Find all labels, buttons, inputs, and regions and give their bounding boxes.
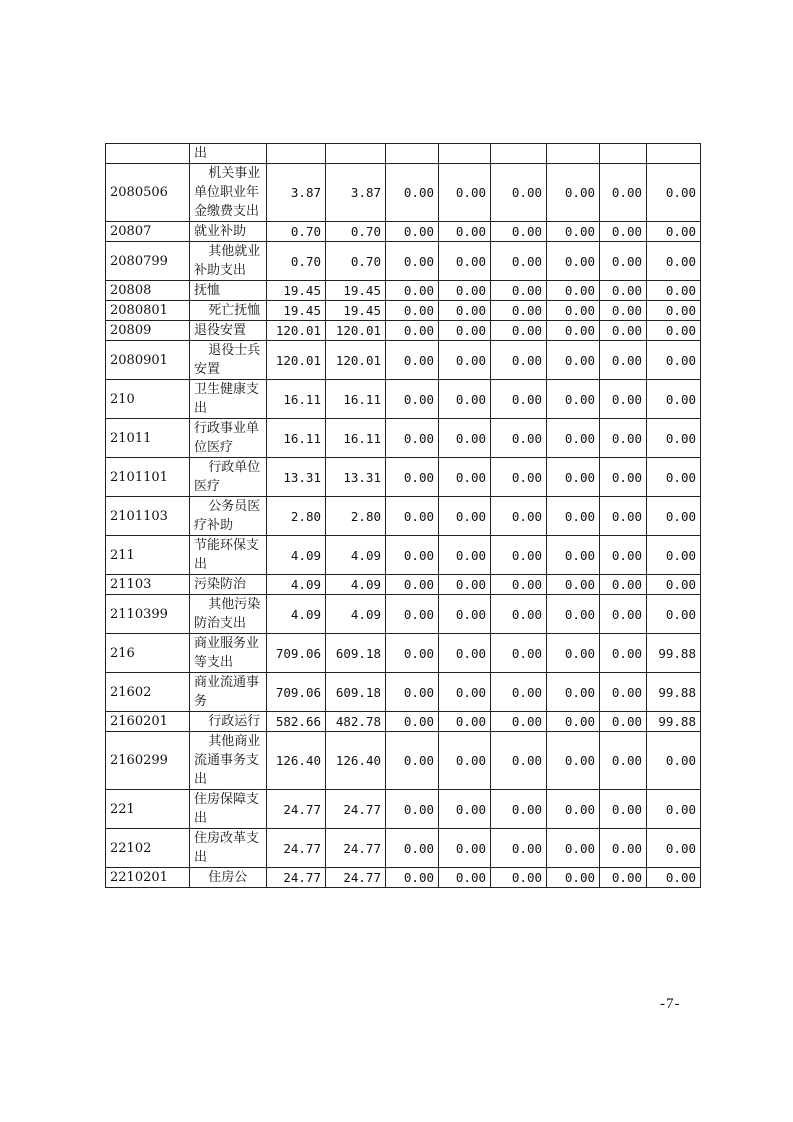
amount-cell: 0.00 <box>491 790 547 829</box>
table-row <box>106 458 701 497</box>
subject-code-cell: 211 <box>106 536 190 575</box>
amount-cell: 0.00 <box>647 536 701 575</box>
subject-code-cell: 21602 <box>106 673 190 712</box>
table-row <box>106 222 701 242</box>
amount-cell: 0.00 <box>386 673 439 712</box>
subject-name-cell: 其他污染防治支出 <box>190 595 267 634</box>
amount-cell: 0.00 <box>386 281 439 301</box>
table-row <box>106 380 701 419</box>
subject-name-cell: 其他商业流通事务支出 <box>190 732 267 790</box>
amount-cell: 19.45 <box>267 301 326 321</box>
amount-cell: 0.00 <box>647 868 701 888</box>
table-row <box>106 732 701 790</box>
amount-cell: 0.00 <box>386 829 439 868</box>
amount-cell: 24.77 <box>267 829 326 868</box>
amount-cell: 0.00 <box>491 497 547 536</box>
amount-cell: 0.00 <box>439 497 491 536</box>
amount-cell: 0.00 <box>647 164 701 222</box>
amount-cell: 0.00 <box>600 575 647 595</box>
amount-cell: 0.00 <box>647 380 701 419</box>
table-row <box>106 144 701 164</box>
amount-cell: 0.00 <box>600 242 647 281</box>
amount-cell: 4.09 <box>267 575 326 595</box>
table-row <box>106 536 701 575</box>
amount-cell: 0.00 <box>386 222 439 242</box>
table-row <box>106 790 701 829</box>
amount-cell: 0.00 <box>439 673 491 712</box>
amount-cell: 99.88 <box>647 712 701 732</box>
amount-cell: 0.00 <box>386 595 439 634</box>
subject-code-cell: 2080506 <box>106 164 190 222</box>
amount-cell <box>439 144 491 164</box>
amount-cell: 0.00 <box>439 321 491 341</box>
amount-cell: 0.00 <box>439 380 491 419</box>
amount-cell: 0.00 <box>491 341 547 380</box>
amount-cell: 0.00 <box>600 536 647 575</box>
amount-cell <box>491 144 547 164</box>
amount-cell: 120.01 <box>326 341 386 380</box>
amount-cell: 0.00 <box>547 595 600 634</box>
amount-cell: 4.09 <box>326 595 386 634</box>
amount-cell: 0.00 <box>439 732 491 790</box>
subject-code-cell: 20808 <box>106 281 190 301</box>
amount-cell: 0.00 <box>600 732 647 790</box>
amount-cell: 2.80 <box>267 497 326 536</box>
table-row <box>106 634 701 673</box>
subject-code-cell: 2101101 <box>106 458 190 497</box>
amount-cell: 0.00 <box>647 301 701 321</box>
amount-cell: 0.00 <box>386 164 439 222</box>
amount-cell: 0.00 <box>547 868 600 888</box>
amount-cell: 0.00 <box>386 634 439 673</box>
amount-cell: 0.00 <box>647 497 701 536</box>
amount-cell: 0.00 <box>386 419 439 458</box>
amount-cell: 0.00 <box>439 301 491 321</box>
amount-cell: 0.00 <box>491 732 547 790</box>
subject-name-cell: 行政单位医疗 <box>190 458 267 497</box>
subject-code-cell: 22102 <box>106 829 190 868</box>
amount-cell: 482.78 <box>326 712 386 732</box>
amount-cell <box>600 144 647 164</box>
amount-cell <box>647 144 701 164</box>
subject-code-cell: 2101103 <box>106 497 190 536</box>
table-row <box>106 341 701 380</box>
page-number: -7- <box>660 996 681 1012</box>
amount-cell: 16.11 <box>326 380 386 419</box>
table-row <box>106 575 701 595</box>
amount-cell: 0.00 <box>439 281 491 301</box>
table-row <box>106 868 701 888</box>
amount-cell: 0.00 <box>386 341 439 380</box>
amount-cell: 24.77 <box>326 829 386 868</box>
amount-cell: 13.31 <box>267 458 326 497</box>
amount-cell: 0.00 <box>547 497 600 536</box>
amount-cell: 0.00 <box>491 419 547 458</box>
amount-cell: 0.70 <box>267 222 326 242</box>
amount-cell: 0.00 <box>439 164 491 222</box>
amount-cell: 0.00 <box>600 673 647 712</box>
amount-cell: 0.00 <box>547 829 600 868</box>
amount-cell: 0.00 <box>386 380 439 419</box>
amount-cell <box>267 144 326 164</box>
subject-name-cell: 抚恤 <box>190 281 267 301</box>
amount-cell: 0.00 <box>386 321 439 341</box>
subject-code-cell: 21103 <box>106 575 190 595</box>
amount-cell: 0.00 <box>386 536 439 575</box>
amount-cell: 120.01 <box>267 321 326 341</box>
amount-cell: 0.00 <box>600 790 647 829</box>
amount-cell: 0.00 <box>547 673 600 712</box>
amount-cell: 0.00 <box>647 458 701 497</box>
amount-cell: 0.00 <box>491 458 547 497</box>
amount-cell: 0.00 <box>600 868 647 888</box>
amount-cell: 0.00 <box>547 419 600 458</box>
amount-cell: 120.01 <box>267 341 326 380</box>
subject-code-cell: 210 <box>106 380 190 419</box>
amount-cell <box>386 144 439 164</box>
table-row <box>106 321 701 341</box>
amount-cell: 0.00 <box>491 242 547 281</box>
subject-code-cell: 20809 <box>106 321 190 341</box>
amount-cell: 0.00 <box>439 790 491 829</box>
amount-cell: 0.00 <box>491 595 547 634</box>
subject-name-cell: 节能环保支出 <box>190 536 267 575</box>
amount-cell: 0.00 <box>647 321 701 341</box>
amount-cell: 24.77 <box>326 868 386 888</box>
amount-cell: 0.00 <box>386 458 439 497</box>
amount-cell: 120.01 <box>326 321 386 341</box>
subject-name-cell: 就业补助 <box>190 222 267 242</box>
amount-cell: 0.00 <box>547 458 600 497</box>
amount-cell: 0.00 <box>439 868 491 888</box>
amount-cell: 0.00 <box>647 829 701 868</box>
amount-cell: 0.00 <box>647 242 701 281</box>
amount-cell: 709.06 <box>267 673 326 712</box>
table-row <box>106 673 701 712</box>
table-row <box>106 164 701 222</box>
amount-cell: 0.00 <box>491 380 547 419</box>
amount-cell: 0.00 <box>600 419 647 458</box>
amount-cell: 0.00 <box>439 829 491 868</box>
table-row <box>106 419 701 458</box>
amount-cell: 126.40 <box>267 732 326 790</box>
amount-cell: 0.00 <box>547 301 600 321</box>
amount-cell: 0.00 <box>600 164 647 222</box>
subject-code-cell <box>106 144 190 164</box>
amount-cell <box>547 144 600 164</box>
table-row <box>106 497 701 536</box>
amount-cell: 0.70 <box>326 242 386 281</box>
table-row <box>106 595 701 634</box>
subject-name-cell: 住房保障支出 <box>190 790 267 829</box>
amount-cell: 0.00 <box>647 790 701 829</box>
subject-name-cell: 污染防治 <box>190 575 267 595</box>
subject-name-cell: 行政运行 <box>190 712 267 732</box>
amount-cell: 0.00 <box>439 458 491 497</box>
amount-cell: 19.45 <box>267 281 326 301</box>
amount-cell: 0.00 <box>547 575 600 595</box>
amount-cell: 0.00 <box>647 222 701 242</box>
amount-cell: 4.09 <box>267 595 326 634</box>
amount-cell: 0.00 <box>439 419 491 458</box>
subject-code-cell: 221 <box>106 790 190 829</box>
amount-cell: 0.00 <box>647 595 701 634</box>
table-row <box>106 829 701 868</box>
amount-cell: 0.00 <box>491 868 547 888</box>
table-row <box>106 281 701 301</box>
table-row <box>106 712 701 732</box>
amount-cell: 609.18 <box>326 634 386 673</box>
amount-cell: 0.00 <box>600 321 647 341</box>
subject-code-cell: 2160299 <box>106 732 190 790</box>
table-body <box>106 144 701 888</box>
amount-cell: 16.11 <box>326 419 386 458</box>
amount-cell: 0.00 <box>386 575 439 595</box>
amount-cell: 0.00 <box>386 868 439 888</box>
amount-cell: 99.88 <box>647 673 701 712</box>
amount-cell: 0.00 <box>491 301 547 321</box>
amount-cell: 0.00 <box>491 536 547 575</box>
amount-cell: 0.00 <box>647 419 701 458</box>
amount-cell: 0.00 <box>386 712 439 732</box>
amount-cell: 0.00 <box>600 301 647 321</box>
amount-cell: 0.00 <box>547 321 600 341</box>
subject-name-cell: 公务员医疗补助 <box>190 497 267 536</box>
amount-cell: 0.70 <box>326 222 386 242</box>
amount-cell: 0.00 <box>600 712 647 732</box>
amount-cell: 24.77 <box>267 790 326 829</box>
amount-cell: 0.00 <box>491 222 547 242</box>
subject-code-cell: 21011 <box>106 419 190 458</box>
subject-code-cell: 2080901 <box>106 341 190 380</box>
amount-cell: 0.00 <box>600 595 647 634</box>
amount-cell: 0.00 <box>600 341 647 380</box>
amount-cell: 24.77 <box>267 868 326 888</box>
amount-cell: 99.88 <box>647 634 701 673</box>
amount-cell: 3.87 <box>326 164 386 222</box>
amount-cell: 0.00 <box>547 536 600 575</box>
amount-cell: 0.00 <box>491 321 547 341</box>
amount-cell: 582.66 <box>267 712 326 732</box>
amount-cell: 0.00 <box>491 575 547 595</box>
amount-cell: 0.00 <box>600 458 647 497</box>
amount-cell: 24.77 <box>326 790 386 829</box>
amount-cell: 0.00 <box>647 341 701 380</box>
subject-code-cell: 216 <box>106 634 190 673</box>
subject-code-cell: 2160201 <box>106 712 190 732</box>
subject-name-cell: 卫生健康支出 <box>190 380 267 419</box>
amount-cell: 126.40 <box>326 732 386 790</box>
amount-cell: 0.00 <box>491 712 547 732</box>
amount-cell: 0.00 <box>439 575 491 595</box>
amount-cell: 2.80 <box>326 497 386 536</box>
amount-cell: 0.00 <box>439 341 491 380</box>
amount-cell: 0.00 <box>386 790 439 829</box>
subject-code-cell: 20807 <box>106 222 190 242</box>
amount-cell: 3.87 <box>267 164 326 222</box>
amount-cell: 0.00 <box>600 829 647 868</box>
subject-name-cell: 退役安置 <box>190 321 267 341</box>
amount-cell <box>326 144 386 164</box>
amount-cell: 16.11 <box>267 380 326 419</box>
amount-cell: 0.00 <box>386 497 439 536</box>
amount-cell: 13.31 <box>326 458 386 497</box>
amount-cell: 0.00 <box>491 164 547 222</box>
subject-name-cell: 死亡抚恤 <box>190 301 267 321</box>
amount-cell: 0.00 <box>647 575 701 595</box>
amount-cell: 19.45 <box>326 281 386 301</box>
amount-cell: 4.09 <box>267 536 326 575</box>
amount-cell: 0.00 <box>547 281 600 301</box>
amount-cell: 0.00 <box>439 242 491 281</box>
amount-cell: 0.00 <box>647 281 701 301</box>
amount-cell: 0.00 <box>600 380 647 419</box>
subject-name-cell: 出 <box>190 144 267 164</box>
amount-cell: 0.00 <box>439 222 491 242</box>
amount-cell: 0.00 <box>547 380 600 419</box>
amount-cell: 0.00 <box>547 164 600 222</box>
subject-code-cell: 2210201 <box>106 868 190 888</box>
amount-cell: 4.09 <box>326 536 386 575</box>
amount-cell: 0.00 <box>600 222 647 242</box>
amount-cell: 0.00 <box>386 242 439 281</box>
amount-cell: 0.00 <box>600 634 647 673</box>
amount-cell: 0.00 <box>547 222 600 242</box>
amount-cell: 16.11 <box>267 419 326 458</box>
amount-cell: 4.09 <box>326 575 386 595</box>
table-row <box>106 242 701 281</box>
subject-name-cell: 退役士兵安置 <box>190 341 267 380</box>
amount-cell: 0.00 <box>491 829 547 868</box>
amount-cell: 0.00 <box>547 790 600 829</box>
subject-name-cell: 其他就业补助支出 <box>190 242 267 281</box>
amount-cell: 0.00 <box>600 497 647 536</box>
amount-cell: 709.06 <box>267 634 326 673</box>
amount-cell: 0.00 <box>439 712 491 732</box>
amount-cell: 0.00 <box>491 673 547 712</box>
amount-cell: 0.00 <box>647 732 701 790</box>
subject-code-cell: 2080801 <box>106 301 190 321</box>
amount-cell: 19.45 <box>326 301 386 321</box>
amount-cell: 0.00 <box>439 536 491 575</box>
amount-cell: 0.00 <box>547 712 600 732</box>
amount-cell: 0.70 <box>267 242 326 281</box>
amount-cell: 0.00 <box>386 732 439 790</box>
table-row <box>106 301 701 321</box>
subject-name-cell: 住房改革支出 <box>190 829 267 868</box>
subject-name-cell: 商业流通事务 <box>190 673 267 712</box>
amount-cell: 0.00 <box>547 634 600 673</box>
amount-cell: 0.00 <box>600 281 647 301</box>
subject-code-cell: 2080799 <box>106 242 190 281</box>
subject-name-cell: 机关事业单位职业年金缴费支出 <box>190 164 267 222</box>
budget-expenditure-table <box>105 143 701 888</box>
amount-cell: 0.00 <box>547 242 600 281</box>
amount-cell: 0.00 <box>439 634 491 673</box>
subject-name-cell: 住房公 <box>190 868 267 888</box>
amount-cell: 0.00 <box>491 281 547 301</box>
subject-code-cell: 2110399 <box>106 595 190 634</box>
amount-cell: 609.18 <box>326 673 386 712</box>
amount-cell: 0.00 <box>547 732 600 790</box>
amount-cell: 0.00 <box>386 301 439 321</box>
amount-cell: 0.00 <box>491 634 547 673</box>
amount-cell: 0.00 <box>439 595 491 634</box>
subject-name-cell: 行政事业单位医疗 <box>190 419 267 458</box>
subject-name-cell: 商业服务业等支出 <box>190 634 267 673</box>
amount-cell: 0.00 <box>547 341 600 380</box>
